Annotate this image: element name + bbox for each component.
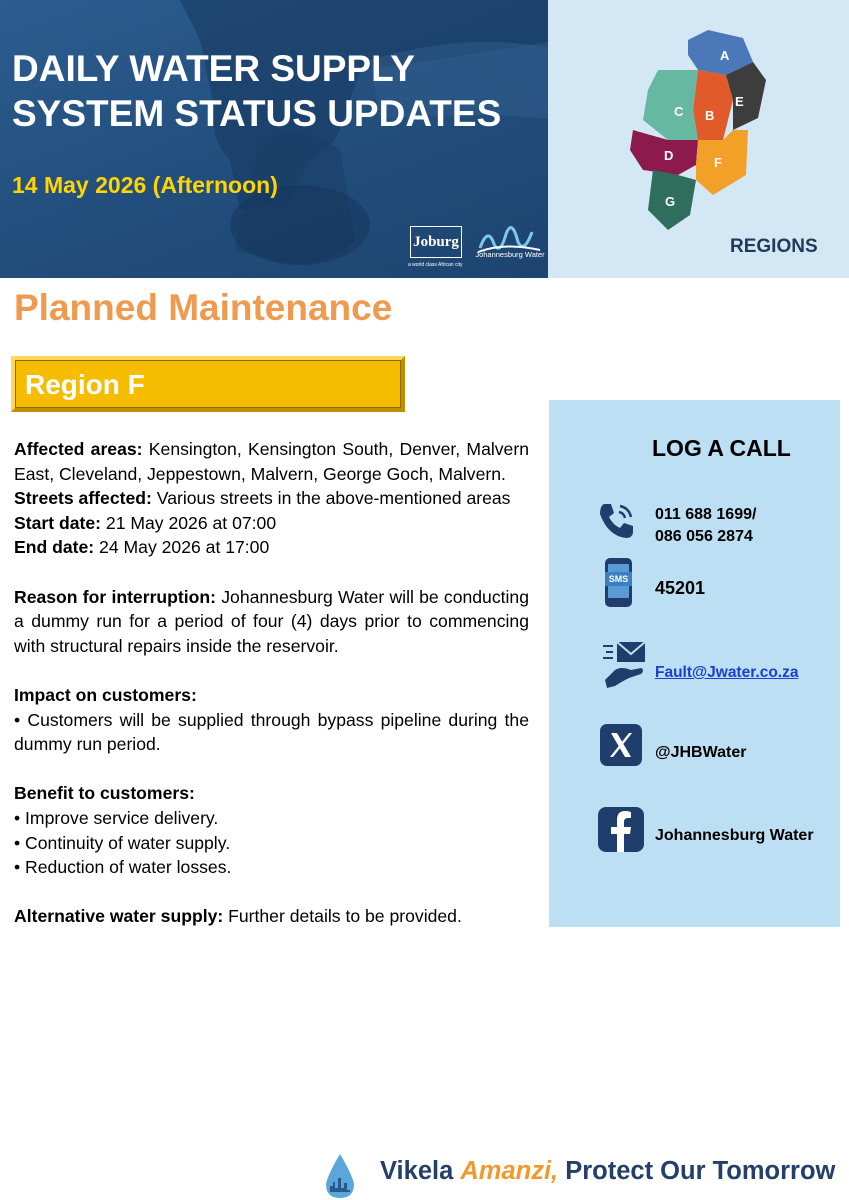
streets-affected-value: Various streets in the above-mentioned areas (151, 488, 511, 509)
logos (408, 218, 546, 274)
alternative-supply (14, 904, 529, 929)
region-letter-f: F (714, 155, 722, 170)
sms-badge: SMS (605, 572, 632, 586)
title-line-2: SYSTEM STATUS UPDATES (12, 93, 502, 134)
alternative-supply-label: Alternative water supply: (14, 906, 224, 927)
reason-value: Johannesburg Water will be conducting a dummy run for a period of four (4) days prior to commencing with structural repairs inside the reservoir. (14, 586, 529, 656)
start-date (14, 511, 529, 536)
footer-slogan-part3: Protect Our Tomorrow (558, 1157, 836, 1185)
benefit-heading (14, 781, 529, 806)
start-date-value: 21 May 2026 at 07:00 (101, 512, 277, 533)
region-letter-c: C (674, 104, 684, 119)
email-icon (601, 638, 647, 690)
page-title (12, 46, 501, 136)
streets-affected-label: Streets affected: (14, 488, 152, 509)
email-line[interactable] (655, 662, 798, 684)
section-heading: Planned Maintenance (14, 287, 393, 328)
end-date-value: 24 May 2026 at 17:00 (94, 537, 270, 558)
affected-areas (14, 437, 529, 486)
benefit-item: • Reduction of water losses. (14, 857, 232, 878)
facebook-logo-icon (598, 807, 644, 852)
facebook-icon[interactable] (598, 807, 644, 852)
johannesburg-water-name: Johannesburg Water (475, 250, 545, 259)
region-letter-e: E (735, 94, 744, 109)
benefit-item: • Continuity of water supply. (14, 832, 231, 853)
phone-icon (596, 500, 636, 540)
start-date-label: Start date: (14, 512, 102, 533)
phone-number-1[interactable]: 011 688 1699/ (655, 506, 757, 523)
benefit-item: • Improve service delivery. (14, 807, 219, 828)
joburg-logo: Joburg (410, 226, 462, 258)
phone-number-2[interactable]: 086 056 2874 (655, 528, 753, 545)
reason-label: Reason for interruption: (14, 586, 217, 607)
streets-affected (14, 486, 529, 511)
alternative-supply-value: Further details to be provided. (223, 906, 462, 927)
regions-map-panel (548, 0, 849, 278)
footer-slogan-part1: Vikela (380, 1157, 461, 1185)
maintenance-details (14, 437, 529, 929)
impact-label: Impact on customers: (14, 684, 197, 705)
email-link[interactable]: Fault@Jwater.co.za (655, 664, 799, 681)
update-date: 14 May 2026 (Afternoon) (12, 172, 278, 198)
reason (14, 585, 529, 659)
affected-areas-label: Affected areas: (14, 439, 143, 459)
region-letter-b: B (705, 108, 715, 123)
benefit-label: Benefit to customers: (14, 783, 195, 804)
facebook-page[interactable]: Johannesburg Water (655, 827, 814, 844)
affected-areas-value: Kensington, Kensington South, Denver, Malvern East, Cleveland, Jeppestown, Malvern, George Goch, Malvern. (14, 439, 529, 484)
x-twitter-icon[interactable] (600, 724, 642, 766)
region-label: Region F (25, 369, 145, 400)
joburg-tagline: a world class African city (408, 262, 463, 268)
end-date (14, 535, 529, 560)
footer-slogan (380, 1157, 835, 1186)
end-date-label: End date: (14, 537, 95, 558)
log-a-call-title: LOG A CALL (652, 435, 791, 461)
region-letter-g: G (665, 194, 676, 209)
region-letter-a: A (720, 48, 730, 63)
water-drop-city-icon (322, 1152, 358, 1200)
title-line-1: DAILY WATER SUPPLY (12, 48, 415, 89)
footer-slogan-accent: Amanzi, (460, 1157, 559, 1185)
impact-heading (14, 683, 529, 708)
header-banner (0, 0, 548, 278)
regions-label: REGIONS (730, 236, 818, 257)
region-banner (11, 356, 405, 412)
phone-numbers[interactable] (655, 504, 756, 548)
log-a-call-panel (549, 400, 840, 927)
sms-number[interactable]: 45201 (655, 578, 706, 598)
twitter-handle[interactable]: @JHBWater (655, 744, 747, 761)
x-logo-icon (600, 724, 642, 766)
region-letter-d: D (664, 148, 674, 163)
impact-item: • Customers will be supplied through bypass pipeline during the dummy run period. (14, 709, 529, 755)
sms-icon (605, 558, 632, 607)
